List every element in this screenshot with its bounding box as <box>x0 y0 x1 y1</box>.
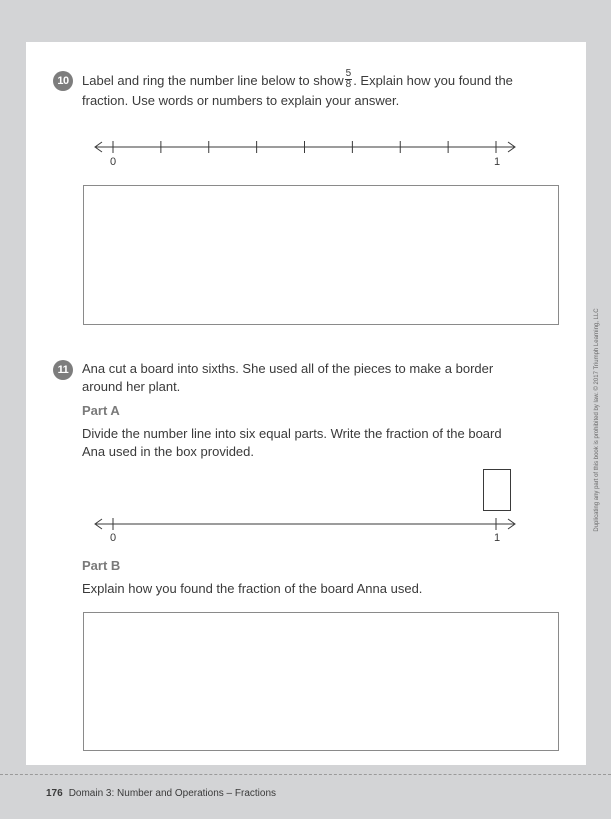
question-11-line2: around her plant. <box>82 379 181 394</box>
copyright-note: Duplicating any part of this book is prohibited by law. © 2017 Triumph Learning, LLC <box>594 308 600 532</box>
domain-title: Domain 3: Number and Operations – Fractions <box>68 788 277 799</box>
fraction-five-eighths: $\frac{5}{8}$ <box>345 68 352 91</box>
question-10-badge: 10 <box>53 71 73 91</box>
q10-label-one: 1 <box>494 156 501 168</box>
footer <box>46 788 276 799</box>
number-line-q10 <box>90 135 522 159</box>
answer-box-q11[interactable] <box>83 612 559 751</box>
part-a-line1: Divide the number line into six equal parts. Write the fraction of the board <box>82 426 502 441</box>
q11-label-one: 1 <box>494 532 501 544</box>
answer-box-q10[interactable] <box>83 185 559 325</box>
number-line-q11 <box>90 512 522 536</box>
question-10-line2: fraction. Use words or numbers to explain your answer. <box>82 93 400 108</box>
question-10-text-before: Label and ring the number line below to show <box>82 73 344 88</box>
page-number: 176 <box>46 788 63 799</box>
question-10-line1 <box>82 68 513 92</box>
question-11-line1: Ana cut a board into sixths. She used all of the pieces to make a border <box>82 361 494 376</box>
part-a-title: Part A <box>82 403 120 418</box>
question-11-badge: 11 <box>53 360 73 380</box>
part-a-line2: Ana used in the box provided. <box>82 444 255 459</box>
fraction-answer-box[interactable] <box>483 469 511 511</box>
footer-divider <box>0 774 611 775</box>
q10-label-zero: 0 <box>110 156 117 168</box>
part-b-line1: Explain how you found the fraction of the board Anna used. <box>82 581 423 596</box>
question-10-text-after: . Explain how you found the <box>353 73 513 88</box>
q11-label-zero: 0 <box>110 532 117 544</box>
part-b-title: Part B <box>82 558 121 573</box>
